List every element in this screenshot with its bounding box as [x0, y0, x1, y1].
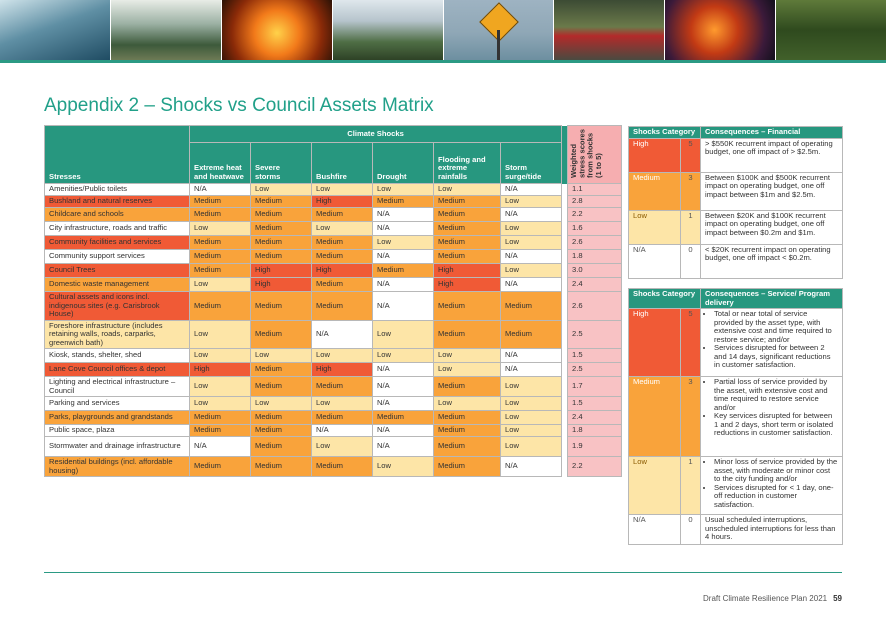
stress-name-cell: Community facilities and services — [45, 236, 190, 250]
category-number-cell: 5 — [681, 138, 701, 172]
shock-level-cell: Medium — [190, 411, 251, 425]
stress-name-cell: Community support services — [45, 250, 190, 264]
matrix-row — [45, 411, 622, 425]
consequence-cell — [701, 377, 843, 457]
consequence-cell — [701, 309, 843, 377]
stress-name-cell: Childcare and schools — [45, 208, 190, 222]
shock-level-cell: High — [251, 264, 312, 278]
shock-level-cell: N/A — [501, 349, 562, 363]
shock-level-cell: Medium — [251, 222, 312, 236]
stress-name-cell: City infrastructure, roads and traffic — [45, 222, 190, 236]
shock-level-cell: Low — [434, 184, 501, 196]
weighted-score-cell: 2.8 — [568, 196, 622, 208]
weighted-score-cell: 2.4 — [568, 278, 622, 292]
page-number: 59 — [833, 594, 842, 603]
category-cell: Low — [629, 210, 681, 244]
green-building-photo — [333, 0, 443, 60]
shock-level-cell: Medium — [434, 222, 501, 236]
weighted-score-cell: 1.6 — [568, 222, 622, 236]
shock-level-cell: N/A — [373, 208, 434, 222]
shock-level-cell: Medium — [251, 196, 312, 208]
shock-level-cell: N/A — [501, 250, 562, 264]
shock-column-header: Extreme heat and heatwave — [190, 143, 251, 184]
shock-column-header: Severe storms — [251, 143, 312, 184]
shock-level-cell: N/A — [373, 292, 434, 321]
shock-level-cell: Medium — [434, 292, 501, 321]
weighted-score-cell: 2.5 — [568, 363, 622, 377]
weighted-score-cell: 2.5 — [568, 320, 622, 349]
shock-level-cell: N/A — [373, 397, 434, 411]
forest-photo — [776, 0, 886, 60]
shock-level-cell: Medium — [312, 411, 373, 425]
climate-shocks-header: Climate Shocks — [190, 126, 562, 143]
shock-level-cell: Low — [190, 278, 251, 292]
matrix-row — [45, 236, 622, 250]
shock-level-cell: Low — [501, 425, 562, 437]
category-cell: Medium — [629, 377, 681, 457]
shock-level-cell: Low — [501, 377, 562, 397]
consequence-cell: Between $100K and $500K recurrent impact on operating budget, one off impact between $1m and $2.5m. — [701, 172, 843, 210]
category-number-cell: 0 — [681, 244, 701, 278]
shock-level-cell: N/A — [373, 278, 434, 292]
weighted-score-cell: 2.6 — [568, 292, 622, 321]
category-number-cell: 5 — [681, 309, 701, 377]
shock-level-cell: Low — [312, 184, 373, 196]
category-number-cell: 1 — [681, 210, 701, 244]
photo-banner — [0, 0, 886, 60]
financial-row — [629, 210, 843, 244]
stress-name-cell: Lighting and electrical infrastructure – Council — [45, 377, 190, 397]
shock-level-cell: Medium — [312, 236, 373, 250]
shock-level-cell: Low — [251, 349, 312, 363]
shock-level-cell: Medium — [434, 425, 501, 437]
shock-level-cell: High — [434, 264, 501, 278]
stress-name-cell: Amenities/Public toilets — [45, 184, 190, 196]
shock-level-cell: Medium — [251, 292, 312, 321]
lightning-photo — [665, 0, 775, 60]
flood-sign-photo — [444, 0, 554, 60]
shock-level-cell: Medium — [434, 437, 501, 457]
shock-level-cell: Medium — [190, 457, 251, 477]
shock-level-cell: Medium — [312, 278, 373, 292]
shock-level-cell: Low — [312, 349, 373, 363]
financial-consequences-table — [628, 126, 843, 279]
shock-level-cell: Medium — [434, 320, 501, 349]
shock-level-cell: Low — [251, 397, 312, 411]
shock-level-cell: N/A — [501, 363, 562, 377]
financial-row — [629, 244, 843, 278]
service-consequences-table — [628, 288, 843, 545]
shock-level-cell: Medium — [251, 320, 312, 349]
weighted-score-cell: 1.7 — [568, 377, 622, 397]
shock-level-cell: Medium — [312, 377, 373, 397]
shock-level-cell: Medium — [190, 292, 251, 321]
shock-level-cell: N/A — [373, 437, 434, 457]
consequence-bullet: • Minor loss of service provided by the asset, with moderate or minor cost to the city funding and/or — [714, 458, 838, 484]
shock-level-cell: N/A — [373, 250, 434, 264]
houses-photo — [111, 0, 221, 60]
consequence-bullet: • Services disrupted for between 2 and 14 days, significant reductions in customer satisfaction. — [714, 344, 838, 370]
shock-level-cell: Medium — [312, 457, 373, 477]
consequence-list — [705, 458, 838, 509]
shock-level-cell: Medium — [434, 250, 501, 264]
shock-level-cell: Low — [434, 363, 501, 377]
consequence-list — [705, 310, 838, 370]
shock-level-cell: Medium — [434, 236, 501, 250]
shock-level-cell: N/A — [501, 278, 562, 292]
shock-level-cell: Low — [501, 196, 562, 208]
shock-level-cell: Medium — [251, 363, 312, 377]
service-row — [629, 377, 843, 457]
weighted-score-cell: 1.5 — [568, 349, 622, 363]
shock-column-header: Bushfire — [312, 143, 373, 184]
shock-level-cell: Medium — [434, 196, 501, 208]
shock-level-cell: Medium — [312, 208, 373, 222]
shock-level-cell: Medium — [190, 196, 251, 208]
shock-level-cell: Low — [251, 184, 312, 196]
shock-level-cell: N/A — [501, 184, 562, 196]
shock-level-cell: Medium — [373, 264, 434, 278]
service-row — [629, 309, 843, 377]
stress-name-cell: Parking and services — [45, 397, 190, 411]
shock-level-cell: Low — [190, 377, 251, 397]
shock-level-cell: N/A — [312, 320, 373, 349]
service-row — [629, 457, 843, 515]
shock-level-cell: Low — [501, 397, 562, 411]
shock-level-cell: Low — [434, 349, 501, 363]
consequence-cell: > $550K recurrent impact of operating budget, one off impact of > $2.5m. — [701, 138, 843, 172]
shock-level-cell: Medium — [434, 377, 501, 397]
fin-consequence-header: Consequences – Financial — [701, 127, 843, 139]
shock-level-cell: Low — [373, 349, 434, 363]
shock-level-cell: Medium — [434, 457, 501, 477]
shock-level-cell: High — [434, 278, 501, 292]
stress-name-cell: Kiosk, stands, shelter, shed — [45, 349, 190, 363]
stress-name-cell: Council Trees — [45, 264, 190, 278]
shock-level-cell: Medium — [251, 250, 312, 264]
stresses-header: Stresses — [45, 126, 190, 184]
shock-level-cell: High — [312, 363, 373, 377]
fin-category-header: Shocks Category — [629, 127, 701, 139]
svc-category-header: Shocks Category — [629, 289, 701, 309]
page-title: Appendix 2 – Shocks vs Council Assets Matrix — [44, 95, 434, 116]
shock-level-cell: Low — [312, 437, 373, 457]
shock-level-cell: N/A — [373, 363, 434, 377]
category-number-cell: 1 — [681, 457, 701, 515]
stress-name-cell: Cultural assets and icons incl. indigenous sites (e.g. Carisbrook House) — [45, 292, 190, 321]
shock-level-cell: Low — [501, 222, 562, 236]
shock-level-cell: N/A — [373, 377, 434, 397]
matrix-row — [45, 208, 622, 222]
weighted-score-cell: 2.6 — [568, 236, 622, 250]
shock-level-cell: N/A — [190, 437, 251, 457]
shock-level-cell: Low — [190, 397, 251, 411]
shock-level-cell: Medium — [501, 292, 562, 321]
matrix-row — [45, 437, 622, 457]
shock-level-cell: Low — [501, 437, 562, 457]
matrix-row — [45, 184, 622, 196]
weighted-score-cell: 2.2 — [568, 208, 622, 222]
consequence-bullet: • Key services disrupted for between 1 and 2 days, short term or isolated reductions in customer satisfaction. — [714, 412, 838, 438]
shock-level-cell: Medium — [251, 236, 312, 250]
shock-level-cell: Medium — [373, 196, 434, 208]
shock-level-cell: Medium — [251, 437, 312, 457]
shock-level-cell: Medium — [190, 250, 251, 264]
consequence-bullet: • Services disrupted for < 1 day, one-off reduction in customer satisfaction. — [714, 484, 838, 510]
shock-level-cell: Low — [501, 236, 562, 250]
weighted-score-cell: 2.4 — [568, 411, 622, 425]
shock-level-cell: Medium — [251, 411, 312, 425]
shock-level-cell: Low — [373, 236, 434, 250]
matrix-row — [45, 250, 622, 264]
matrix-row — [45, 264, 622, 278]
shock-level-cell: Medium — [190, 264, 251, 278]
shock-column-header: Flooding and extreme rainfalls — [434, 143, 501, 184]
weighted-score-cell: 2.2 — [568, 457, 622, 477]
page-footer — [703, 594, 842, 603]
shock-level-cell: Low — [373, 184, 434, 196]
category-cell: High — [629, 309, 681, 377]
footer-text: Draft Climate Resilience Plan 2021 — [703, 594, 828, 603]
consequence-list — [705, 378, 838, 438]
stress-name-cell: Stormwater and drainage infrastructure — [45, 437, 190, 457]
shock-level-cell: Medium — [251, 425, 312, 437]
stress-name-cell: Public space, plaza — [45, 425, 190, 437]
weighted-score-cell: 3.0 — [568, 264, 622, 278]
matrix-row — [45, 397, 622, 411]
shock-level-cell: Medium — [434, 411, 501, 425]
category-cell: Medium — [629, 172, 681, 210]
consequence-cell: Usual scheduled interruptions, unscheduled interruptions for less than 4 hours. — [701, 515, 843, 545]
stress-name-cell: Parks, playgrounds and grandstands — [45, 411, 190, 425]
stress-name-cell: Lane Cove Council offices & depot — [45, 363, 190, 377]
consequence-bullet: • Partial loss of service provided by the asset, with extensive cost and time required to restore service and/or — [714, 378, 838, 412]
category-number-cell: 3 — [681, 172, 701, 210]
shock-level-cell: Low — [190, 222, 251, 236]
shock-level-cell: Medium — [190, 236, 251, 250]
weighted-score-cell: 1.1 — [568, 184, 622, 196]
shock-level-cell: Medium — [190, 208, 251, 222]
consequence-cell: Between $20K and $100K recurrent impact on operating budget, one off impact between $0.2m and $1m. — [701, 210, 843, 244]
category-cell: N/A — [629, 244, 681, 278]
shock-level-cell: Low — [312, 222, 373, 236]
shock-level-cell: Medium — [251, 377, 312, 397]
shock-column-header: Drought — [373, 143, 434, 184]
sign-pole — [497, 30, 500, 60]
stress-name-cell: Bushland and natural reserves — [45, 196, 190, 208]
matrix-row — [45, 278, 622, 292]
weighted-score-header: Weighted stress scores from shocks (1 to 5) — [568, 126, 622, 184]
shock-level-cell: Medium — [312, 250, 373, 264]
shock-level-cell: N/A — [501, 457, 562, 477]
stress-name-cell: Domestic waste management — [45, 278, 190, 292]
shocks-matrix-table — [44, 125, 622, 477]
category-cell: Low — [629, 457, 681, 515]
matrix-row — [45, 457, 622, 477]
storm-damage-photo — [554, 0, 664, 60]
weighted-score-cell: 1.8 — [568, 250, 622, 264]
shock-level-cell: High — [190, 363, 251, 377]
consequence-cell: < $20K recurrent impact on operating budget, one off impact < $0.2m. — [701, 244, 843, 278]
category-number-cell: 0 — [681, 515, 701, 545]
stress-name-cell: Residential buildings (incl. affordable housing) — [45, 457, 190, 477]
financial-row — [629, 138, 843, 172]
shock-level-cell: Low — [190, 349, 251, 363]
shock-level-cell: Low — [501, 264, 562, 278]
shock-level-cell: N/A — [312, 425, 373, 437]
wave-photo — [0, 0, 110, 60]
shock-level-cell: Medium — [190, 425, 251, 437]
matrix-row — [45, 377, 622, 397]
shock-level-cell: Medium — [434, 208, 501, 222]
matrix-row — [45, 222, 622, 236]
category-cell: N/A — [629, 515, 681, 545]
category-number-cell: 3 — [681, 377, 701, 457]
shock-level-cell: N/A — [190, 184, 251, 196]
shock-level-cell: N/A — [373, 425, 434, 437]
shock-level-cell: High — [251, 278, 312, 292]
shock-level-cell: Low — [190, 320, 251, 349]
stress-name-cell: Foreshore infrastructure (includes retaining walls, roads, carparks, greenwich bath) — [45, 320, 190, 349]
matrix-row — [45, 320, 622, 349]
matrix-row — [45, 292, 622, 321]
weighted-score-cell: 1.8 — [568, 425, 622, 437]
shock-level-cell: Medium — [373, 411, 434, 425]
shock-level-cell: Medium — [251, 208, 312, 222]
shock-column-header: Storm surge/tide — [501, 143, 562, 184]
weighted-score-cell: 1.5 — [568, 397, 622, 411]
shock-level-cell: Low — [373, 457, 434, 477]
matrix-row — [45, 425, 622, 437]
shock-level-cell: Medium — [251, 457, 312, 477]
shock-level-cell: Medium — [501, 320, 562, 349]
weighted-score-cell: 1.9 — [568, 437, 622, 457]
shock-level-cell: Low — [501, 411, 562, 425]
shock-level-cell: N/A — [373, 222, 434, 236]
bushfire-photo — [222, 0, 332, 60]
matrix-row — [45, 196, 622, 208]
shock-level-cell: High — [312, 196, 373, 208]
svc-consequence-header: Consequences – Service/ Program delivery — [701, 289, 843, 309]
shock-level-cell: N/A — [501, 208, 562, 222]
shock-level-cell: High — [312, 264, 373, 278]
shock-level-cell: Low — [434, 397, 501, 411]
banner-divider — [0, 60, 886, 63]
shock-level-cell: Medium — [312, 292, 373, 321]
footer-divider — [44, 572, 842, 573]
matrix-row — [45, 349, 622, 363]
consequence-bullet: • Total or near total of service provided by the asset type, with extensive cost and time required to restore service; and/or — [714, 310, 838, 344]
shock-level-cell: Low — [312, 397, 373, 411]
financial-row — [629, 172, 843, 210]
shock-level-cell: Low — [373, 320, 434, 349]
category-cell: High — [629, 138, 681, 172]
matrix-row — [45, 363, 622, 377]
service-row — [629, 515, 843, 545]
consequence-cell — [701, 457, 843, 515]
